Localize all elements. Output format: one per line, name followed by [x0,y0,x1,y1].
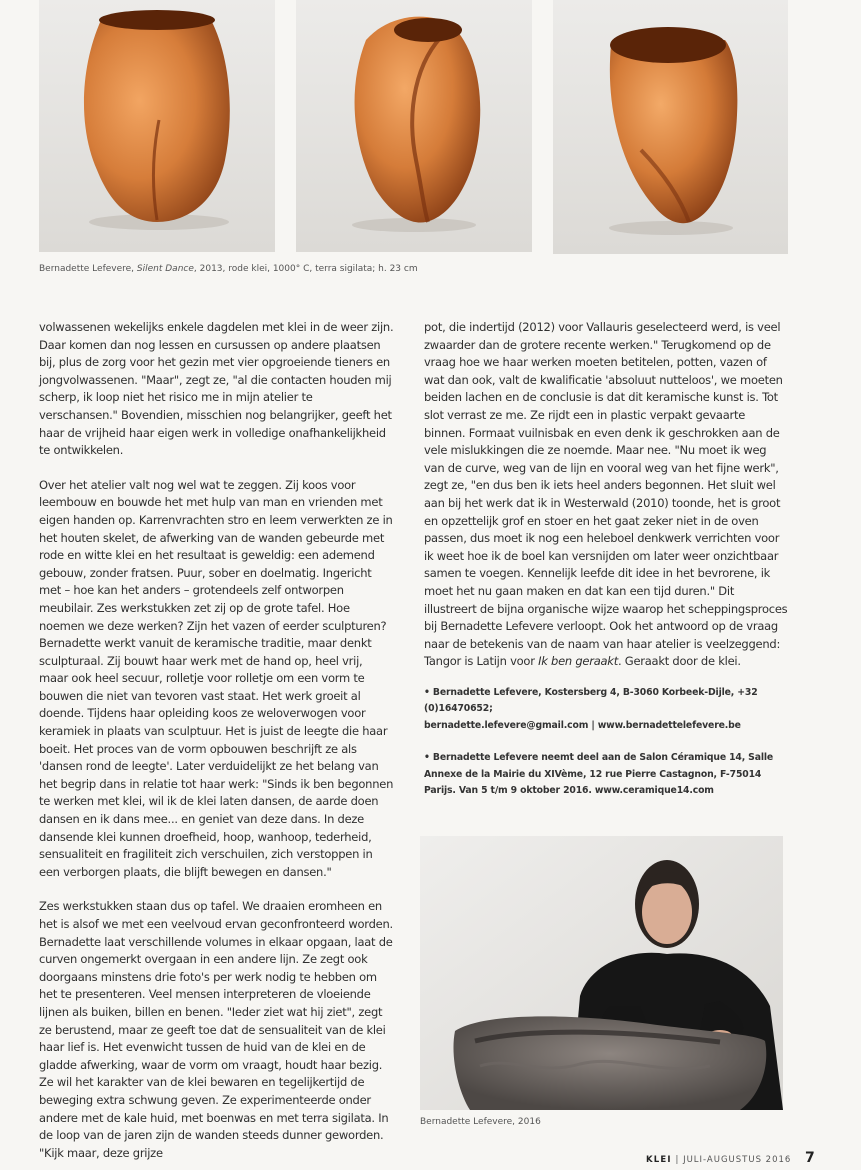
portrait-caption: Bernadette Lefevere, 2016 [420,1117,541,1127]
contact-address: • Bernadette Lefevere, Kostersberg 4, B-3060 Korbeek-Dijle, +32 (0)16470652; [424,686,758,715]
right-paragraph-1 [424,319,789,671]
sculpture-photo-1 [39,0,275,252]
right-paragraph-text: pot, die indertijd (2012) voor Vallauris geselecteerd werd, is veel zwaarder dan de grotere recente werken." Terugkomend op de vraag hoe we haar werken moeten betitelen, potten, vazen of wat dan ook, valt de kwalificatie 'absoluut nutteloos', we moeten beiden lachen en de conclusie is dat dit keramische kunst is. Tot slot verrast ze me. Ze rijdt een in plastic verpakt gevaarte binnen. Formaat vuilnisbak en even denk ik geschrokken aan de vele mislukkingen die ze noemde. Maar nee. "Nu moet ik weg van de curve, weg van de lijn en vooral weg van het fijne werk", zegt ze, "en dus ben ik iets heel anders begonnen. Het sluit wel aan bij het werk dat ik in Westerwald (2010) toonde, het is groot en opzettelijk grof en stoer en het gaat zeker niet in de oven passen, dus moet ik nog een heleboel denkwerk verrichten voor ik weet hoe ik de boel kan versnijden om later weer onzichtbaar samen te voegen. Kennelijk leefde dit idee in het bevrorene, ik moet het nu gaan maken en dat kan een tijd duren." Dit illustreert de bijna organische wijze waarop het scheppingsproces bij Bernadette Lefevere verloopt. Ook het antwoord op de vraag naar de betekenis van de naam van haar atelier is veelzeggend: Tangor is Latijn voor [424,320,788,669]
magazine-name: KLEI [646,1155,672,1165]
caption-details: , 2013, rode klei, 1000° C, terra sigilata; h. 23 cm [193,264,418,274]
left-paragraph-3: Zes werkstukken staan dus op tafel. We draaien eromheen en het is alsof we met een veelvoud ervan geconfronteerd worden. Bernadette laat verschillende volumes in elkaar opgaan, laat de curven ongemerkt overgaan in een andere lijn. Ze zegt ook doorgaans minstens drie foto's per werk nodig te hebben om het te presenteren. Veel mensen interpreteren de vloeiende lijnen als buiken, billen en benen. "Ieder ziet wat hij ziet", zegt ze berustend, maar ze geeft toe dat de sensualiteit van de klei haar lief is. Het evenwicht tussen de huid van de klei en de gladde afwerking, waar de vorm om vraagt, houdt haar bezig. Ze wil het karakter van de klei bewaren en tegelijkertijd de beweging extra schwung geven. Ze experimenteerde onder andere met de kale huid, met boenwas en met terra sigilata. In de loop van de jaren zijn de wanden steeds dunner geworden. "Kijk maar, deze grijze [39,899,393,1160]
right-paragraph-emphasis: Ik ben geraakt [538,654,618,669]
left-paragraph-1: volwassenen wekelijks enkele dagdelen met klei in de weer zijn. Daar komen dan nog lessen en cursussen op andere plaatsen bij, plus de zorg voor het gezin met vier opgroeiende tieners en jongvolwassenen. "Maar", zegt ze, "al die contacten houden mij scherp, ik loop niet het risico me in mijn atelier te verschansen." Bovendien, misschien nog belangrijker, geeft het haar de vrijheid haar eigen werk in volledige onafhankelijkheid te ontwikkelen. [39,320,394,458]
page-number: 7 [805,1150,815,1166]
sculpture-photo-2 [296,0,532,252]
contact-web[interactable]: bernadette.lefevere@gmail.com | www.bernadettelefevere.be [424,719,741,731]
caption-artist: Bernadette Lefevere, [39,264,137,274]
right-paragraph-end: . Geraakt door de klei. [617,654,741,669]
left-column [39,319,394,1162]
issue-date: JULI-AUGUSTUS 2016 [683,1155,792,1165]
top-photo-caption [39,264,418,274]
sculpture-photo-3 [553,0,788,254]
caption-title: Silent Dance [136,264,194,274]
left-paragraph-2: Over het atelier valt nog wel wat te zeggen. Zij koos voor leembouw en bouwde het met hulp van man en vrienden met eigen handen op. Karrenvrachten stro en leem verwerkten ze in het houten skelet, de afwerking van de wanden gebeurde met rode en witte klei en het resultaat is geweldig: een ademend gebouw, zonder fratsen. Puur, sober en doelmatig. Ingericht met – hoe kan het anders – grotendeels zelf ontworpen meubilair. Zes werkstukken zet zij op de grote tafel. Hoe noemen we deze werken? Zijn het vazen of eerder sculpturen? Bernadette werkt vanuit de keramische traditie, maar denkt sculpturaal. Zij bouwt haar werk met de hand op, heel vrij, maar ook heel secuur, rolletje voor rolletje om een vorm te bouwen die niet van tevoren vast staat. Het werk groeit al doende. Tijdens haar opleiding koos ze weloverwogen voor keramiek in plaats van sculptuur. Het is juist de leegte die haar boeit. Het proces van de vorm opbouwen beschrijft ze als 'dansen rond de leegte'. Later verduidelijkt ze het belang van het begrip dans in relatie tot haar werk: "Sinds ik ben begonnen te werken met klei, wil ik de klei laten dansen, de aarde doen dansen en ik dans mee... en geniet van deze dans. In deze dansende klei kunnen droefheid, hoop, wanhoop, tederheid, sensualiteit en fragiliteit zich verschuilen, zich verstoppen in een verborgen plaats, die blijft bewegen en dansen." [39,477,394,879]
portrait-photo [420,836,783,1110]
exhibition-info: • Bernadette Lefevere neemt deel aan de Salon Céramique 14, Salle Annexe de la Mairie du XIVème, 12 rue Pierre Castagnon, F-75014 Parijs. Van 5 t/m 9 oktober 2016. www.ceramique14.com [424,752,774,797]
contact-info [424,685,789,735]
right-column [424,319,789,800]
footer-separator: | [671,1155,684,1165]
page-footer [646,1155,791,1165]
